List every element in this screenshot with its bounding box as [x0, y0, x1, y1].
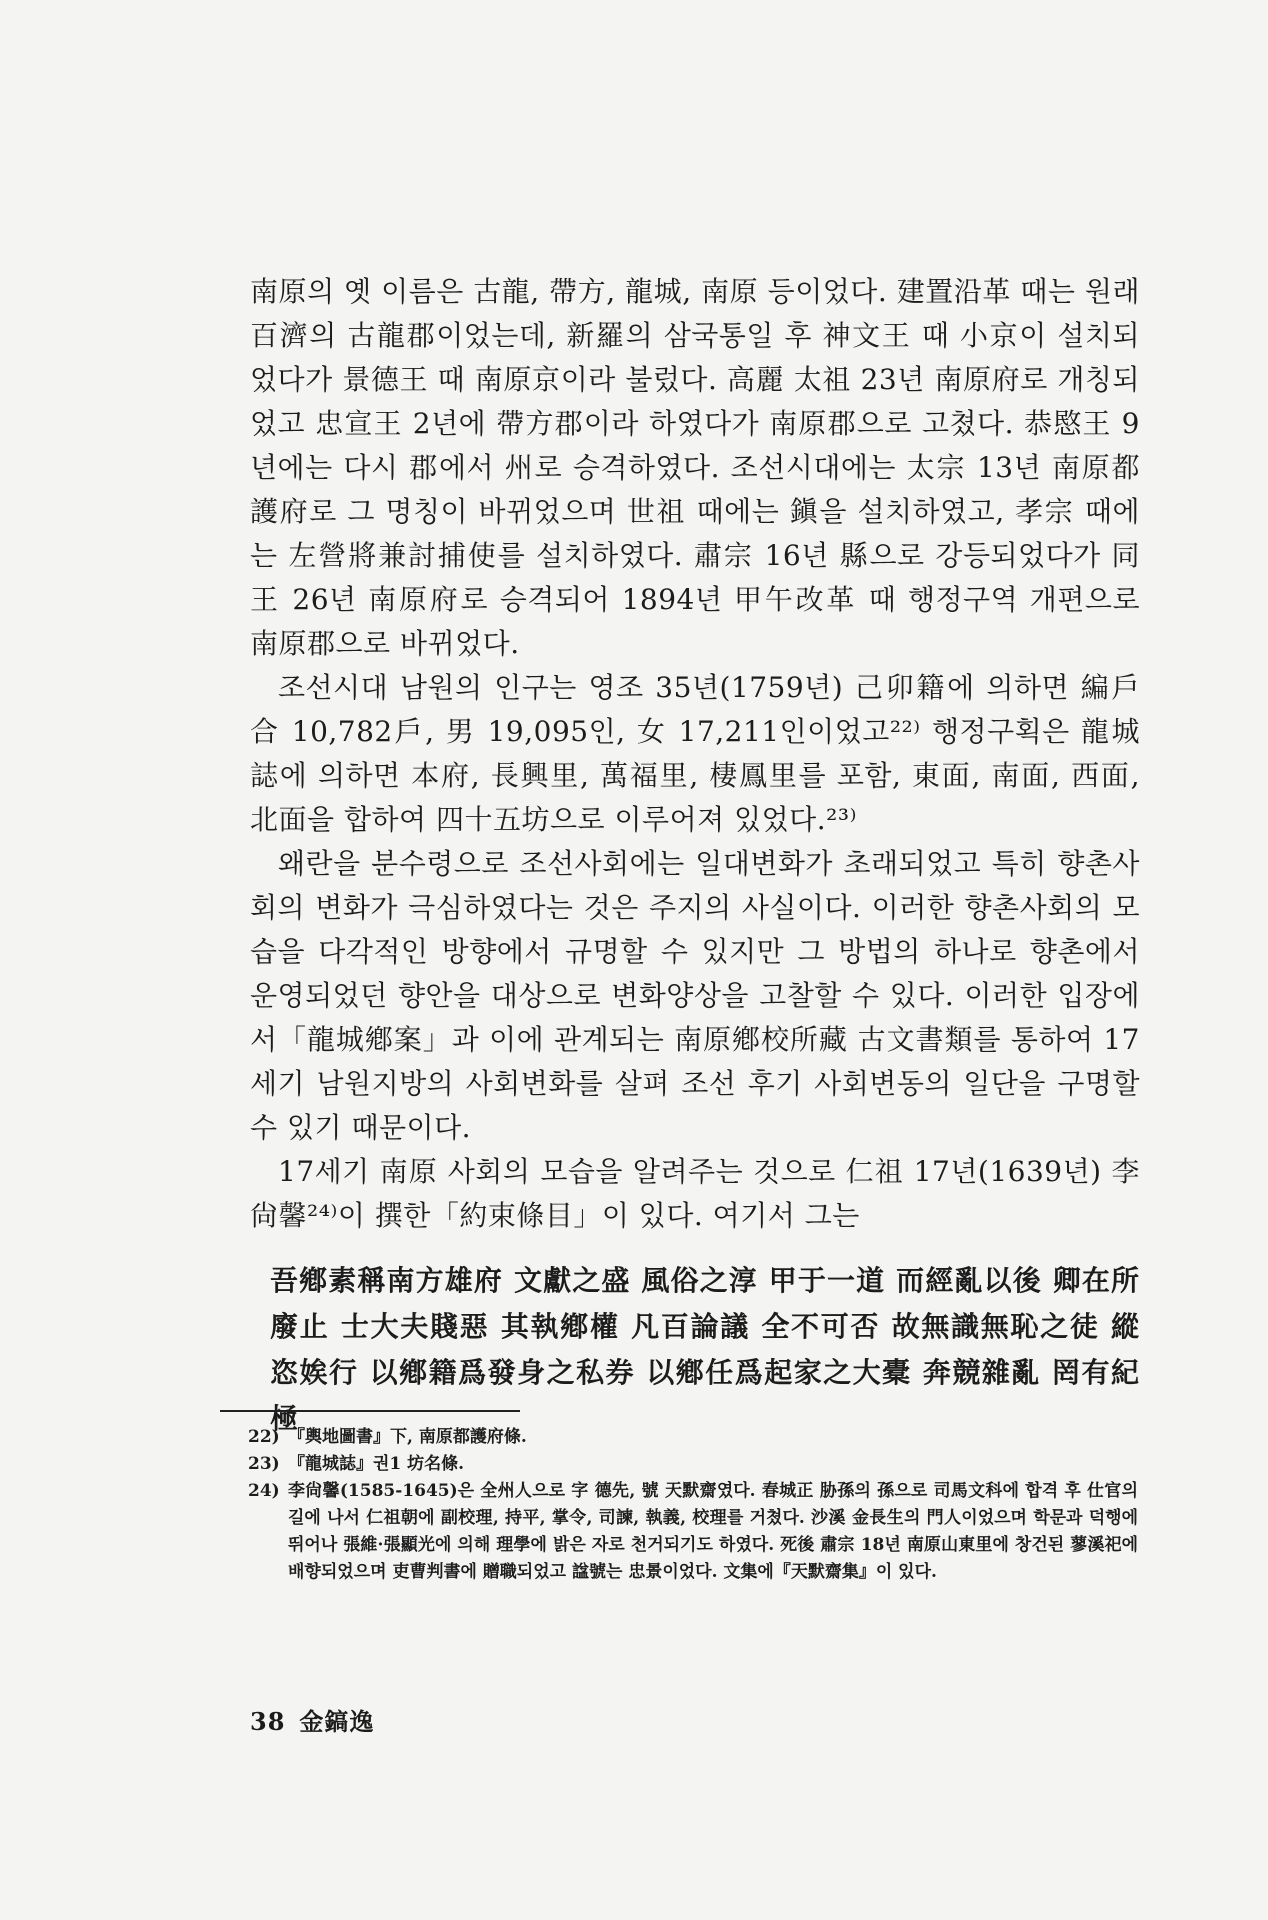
- paragraph-1: 南原의 옛 이름은 古龍, 帶方, 龍城, 南原 등이었다. 建置沿革 때는 원래 百濟의 古龍郡이었는데, 新羅의 삼국통일 후 神文王 때 小京이 설치되었다가 景德王 때 南原京이라 불렀다. 高麗 太祖 23년 南原府로 개칭되었고 忠宣王 2년에 帶方郡이라 하였다가 南原郡으로 고쳤다. 恭愍王 9년에는 다시 郡에서 州로 승격하였다. 조선시대에는 太宗 13년 南原都護府로 그 명칭이 바뀌었으며 世祖 때에는 鎭을 설치하였고, 孝宗 때에는 左營將兼討捕使를 설치하였다. 肅宗 16년 縣으로 강등되었다가 同王 26년 南原府로 승격되어 1894년 甲午改革 때 행정구역 개편으로 南原郡으로 바뀌었다.: [250, 275, 1140, 660]
- body-text: [250, 270, 1140, 1238]
- footnote-text: 『輿地圖書』下, 南原都護府條.: [288, 1427, 527, 1447]
- footnote-text: 李尙馨(1585-1645)은 全州人으로 字 德先, 號 天默齋였다. 春城正 胁孫의 孫으로 司馬文科에 합격 후 仕官의 길에 나서 仁祖朝에 副校理, 持平, 掌令, 司諫, 執義, 校理를 거쳤다. 沙溪 金長生의 門人이었으며 학문과 덕행에 뛰어나 張維·張顯光에 의해 理學에 밝은 자로 천거되기도 하였다. 死後 肅宗 18년 南原山東里에 창건된 蓼溪祀에 배향되었으며 吏曹判書에 贈職되었고 諡號는 忠景이었다. 文集에『天默齋集』이 있다.: [288, 1481, 1138, 1582]
- footnote-number: 24): [248, 1481, 280, 1501]
- block-quote: 吾鄕素稱南方雄府 文獻之盛 風俗之淳 甲于一道 而經亂以後 卿在所廢止 士大夫賤惡 其執鄕權 凡百論議 全不可否 故無識無恥之徒 縱恣娭行 以鄕籍爲發身之私券 以鄕任爲起家之大橐 奔競雜亂 罔有紀極: [270, 1264, 1140, 1435]
- footnote-24: [248, 1478, 1138, 1586]
- footnote-23: [248, 1451, 1138, 1478]
- page-number: 38: [250, 1707, 286, 1736]
- footnotes: [248, 1424, 1138, 1586]
- footnote-rule: [220, 1410, 520, 1412]
- paragraph-2: 조선시대 남원의 인구는 영조 35년(1759년) 己卯籍에 의하면 編戶合 10,782戶, 男 19,095인, 女 17,211인이었고²²⁾ 행정구획은 龍城誌에 의하면 本府, 長興里, 萬福里, 棲鳳里를 포함, 東面, 南面, 西面, 北面을 합하여 四十五坊으로 이루어져 있었다.²³⁾: [250, 671, 1140, 836]
- author-name: 金鎬逸: [299, 1707, 375, 1736]
- footnote-22: [248, 1424, 1138, 1451]
- paragraph-4: 17세기 南原 사회의 모습을 알려주는 것으로 仁祖 17년(1639년) 李尙馨²⁴⁾이 撰한「約束條目」이 있다. 여기서 그는: [250, 1155, 1140, 1232]
- footnote-number: 22): [248, 1427, 280, 1447]
- footnote-number: 23): [248, 1454, 280, 1474]
- footnote-text: 『龍城誌』권1 坊名條.: [288, 1454, 465, 1474]
- paragraph-3: 왜란을 분수령으로 조선사회에는 일대변화가 초래되었고 특히 향촌사회의 변화가 극심하였다는 것은 주지의 사실이다. 이러한 향촌사회의 모습을 다각적인 방향에서 규명할 수 있지만 그 방법의 하나로 향촌에서 운영되었던 향안을 대상으로 변화양상을 고찰할 수 있다. 이러한 입장에서「龍城鄕案」과 이에 관계되는 南原鄕校所藏 古文書類를 통하여 17세기 남원지방의 사회변화를 살펴 조선 후기 사회변동의 일단을 구명할 수 있기 때문이다.: [250, 847, 1140, 1144]
- page-footer: [250, 1702, 388, 1737]
